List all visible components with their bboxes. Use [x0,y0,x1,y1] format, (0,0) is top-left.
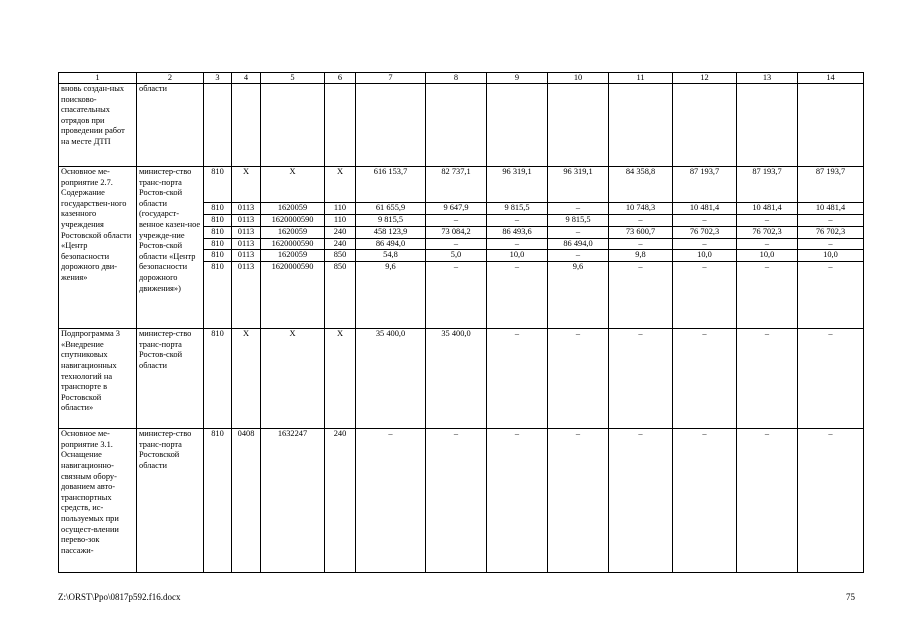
amount-cell [426,84,487,167]
item-name-cell: Основное ме-роприятие 3.1. Оснащение навигационно-связным обору-дованием авто-транспортных средств, ис-пользуемых при осущест-влении перево-зок пассажи- [59,429,137,573]
code-cell: 110 [325,215,356,227]
code-cell: 0113 [232,215,261,227]
code-cell: X [232,167,261,203]
table-row [59,84,864,167]
code-cell [204,84,232,167]
page-number: 75 [846,592,855,602]
amount-cell: – [673,329,737,429]
amount-cell: 9,8 [609,250,673,262]
code-cell: 0113 [232,238,261,250]
amount-cell: 87 193,7 [798,167,864,203]
code-cell [232,84,261,167]
code-cell [325,84,356,167]
amount-cell: – [609,329,673,429]
amount-cell: – [487,238,548,250]
amount-cell: – [673,238,737,250]
amount-cell: 9,6 [548,262,609,329]
code-cell: 240 [325,238,356,250]
column-number: 12 [673,73,737,84]
code-cell: 0113 [232,203,261,215]
column-number: 8 [426,73,487,84]
code-cell: 110 [325,203,356,215]
amount-cell: – [673,215,737,227]
amount-cell: – [426,429,487,573]
code-cell: 1620059 [261,250,325,262]
amount-cell: – [609,215,673,227]
amount-cell: 9 815,5 [356,215,426,227]
column-number: 7 [356,73,426,84]
code-cell [261,84,325,167]
code-cell: 810 [204,167,232,203]
code-cell: 850 [325,262,356,329]
amount-cell: 86 494,0 [356,238,426,250]
amount-cell [487,84,548,167]
amount-cell: 76 702,3 [737,226,798,238]
amount-cell: – [548,250,609,262]
amount-cell: – [609,262,673,329]
amount-cell: 616 153,7 [356,167,426,203]
code-cell: 810 [204,262,232,329]
executor-cell: министер-ство транс-порта Ростов-ской области (государст-венное казен-ное учрежде-ние Ростов-ской области «Центр безопасности дорожного движения») [137,167,204,329]
column-number: 10 [548,73,609,84]
amount-cell: 10 481,4 [798,203,864,215]
code-cell: X [325,329,356,429]
amount-cell: 96 319,1 [487,167,548,203]
amount-cell: 10 481,4 [737,203,798,215]
code-cell: 0113 [232,226,261,238]
item-name-cell: Подпрограмма 3 «Внедрение спутниковых навигационных технологий на транспорте в Ростовской области» [59,329,137,429]
amount-cell: 96 319,1 [548,167,609,203]
amount-cell: – [798,215,864,227]
amount-cell: 76 702,3 [798,226,864,238]
amount-cell: – [737,262,798,329]
amount-cell: – [798,238,864,250]
amount-cell: – [737,238,798,250]
item-name-cell: Основное ме-роприятие 2.7. Содержание государствен-ного казенного учреждения Ростовской области «Центр безопасности дорожного дви-жения» [59,167,137,329]
amount-cell: – [487,262,548,329]
column-number: 3 [204,73,232,84]
amount-cell: – [548,329,609,429]
file-path: Z:\ORST\Ppo\0817p592.f16.docx [58,592,181,602]
amount-cell: – [426,262,487,329]
amount-cell: – [798,329,864,429]
item-name-cell: вновь создан-ных поисково-спасательных отрядов при проведении работ на месте ДТП [59,84,137,167]
amount-cell: – [673,429,737,573]
amount-cell: – [356,429,426,573]
amount-cell: 9 647,9 [426,203,487,215]
amount-cell: 35 400,0 [356,329,426,429]
budget-table [58,72,864,573]
amount-cell: 10,0 [487,250,548,262]
code-cell: 0113 [232,262,261,329]
column-number: 14 [798,73,864,84]
amount-cell: 86 493,6 [487,226,548,238]
code-cell: 1620000590 [261,215,325,227]
column-number-row [59,73,864,84]
amount-cell: 35 400,0 [426,329,487,429]
amount-cell: – [673,262,737,329]
amount-cell: – [426,215,487,227]
amount-cell [548,84,609,167]
amount-cell: – [487,429,548,573]
code-cell: 850 [325,250,356,262]
amount-cell: 76 702,3 [673,226,737,238]
table-row [59,167,864,203]
column-number: 13 [737,73,798,84]
table-row [59,429,864,573]
amount-cell: – [609,429,673,573]
amount-cell: – [798,262,864,329]
code-cell: X [261,167,325,203]
amount-cell [798,84,864,167]
code-cell: 810 [204,203,232,215]
amount-cell: – [426,238,487,250]
amount-cell: 458 123,9 [356,226,426,238]
amount-cell: 84 358,8 [609,167,673,203]
column-number: 11 [609,73,673,84]
code-cell: 810 [204,226,232,238]
amount-cell: 54,8 [356,250,426,262]
amount-cell: 61 655,9 [356,203,426,215]
amount-cell: 87 193,7 [673,167,737,203]
code-cell: 810 [204,429,232,573]
code-cell: 810 [204,238,232,250]
executor-cell: министер-ство транс-порта Ростов-ской области [137,329,204,429]
code-cell: 0113 [232,250,261,262]
column-number: 5 [261,73,325,84]
column-number: 6 [325,73,356,84]
amount-cell: – [487,329,548,429]
amount-cell: – [548,203,609,215]
amount-cell: – [609,238,673,250]
amount-cell [673,84,737,167]
amount-cell: 10,0 [798,250,864,262]
amount-cell: – [737,215,798,227]
amount-cell: – [737,429,798,573]
code-cell: 1620000590 [261,262,325,329]
code-cell: 1620059 [261,226,325,238]
table-body [59,84,864,573]
code-cell: 810 [204,250,232,262]
code-cell: 240 [325,429,356,573]
code-cell: 0408 [232,429,261,573]
code-cell: X [261,329,325,429]
amount-cell: 5,0 [426,250,487,262]
executor-cell: области [137,84,204,167]
amount-cell: 73 084,2 [426,226,487,238]
amount-cell [737,84,798,167]
amount-cell: 9 815,5 [487,203,548,215]
table-row [59,329,864,429]
amount-cell: – [737,329,798,429]
amount-cell: 73 600,7 [609,226,673,238]
amount-cell: – [487,215,548,227]
code-cell: X [325,167,356,203]
amount-cell: 87 193,7 [737,167,798,203]
column-number: 1 [59,73,137,84]
amount-cell: 82 737,1 [426,167,487,203]
amount-cell: 10,0 [737,250,798,262]
amount-cell: 9,6 [356,262,426,329]
amount-cell: – [548,226,609,238]
column-number: 2 [137,73,204,84]
code-cell: 1632247 [261,429,325,573]
amount-cell: – [548,429,609,573]
executor-cell: министер-ство транс-порта Ростовской области [137,429,204,573]
amount-cell: – [798,429,864,573]
code-cell: 240 [325,226,356,238]
code-cell: X [232,329,261,429]
amount-cell [609,84,673,167]
code-cell: 810 [204,329,232,429]
amount-cell: 10,0 [673,250,737,262]
code-cell: 1620059 [261,203,325,215]
column-number: 9 [487,73,548,84]
amount-cell: 10 481,4 [673,203,737,215]
amount-cell: 9 815,5 [548,215,609,227]
amount-cell [356,84,426,167]
amount-cell: 10 748,3 [609,203,673,215]
amount-cell: 86 494,0 [548,238,609,250]
code-cell: 810 [204,215,232,227]
code-cell: 1620000590 [261,238,325,250]
column-number: 4 [232,73,261,84]
